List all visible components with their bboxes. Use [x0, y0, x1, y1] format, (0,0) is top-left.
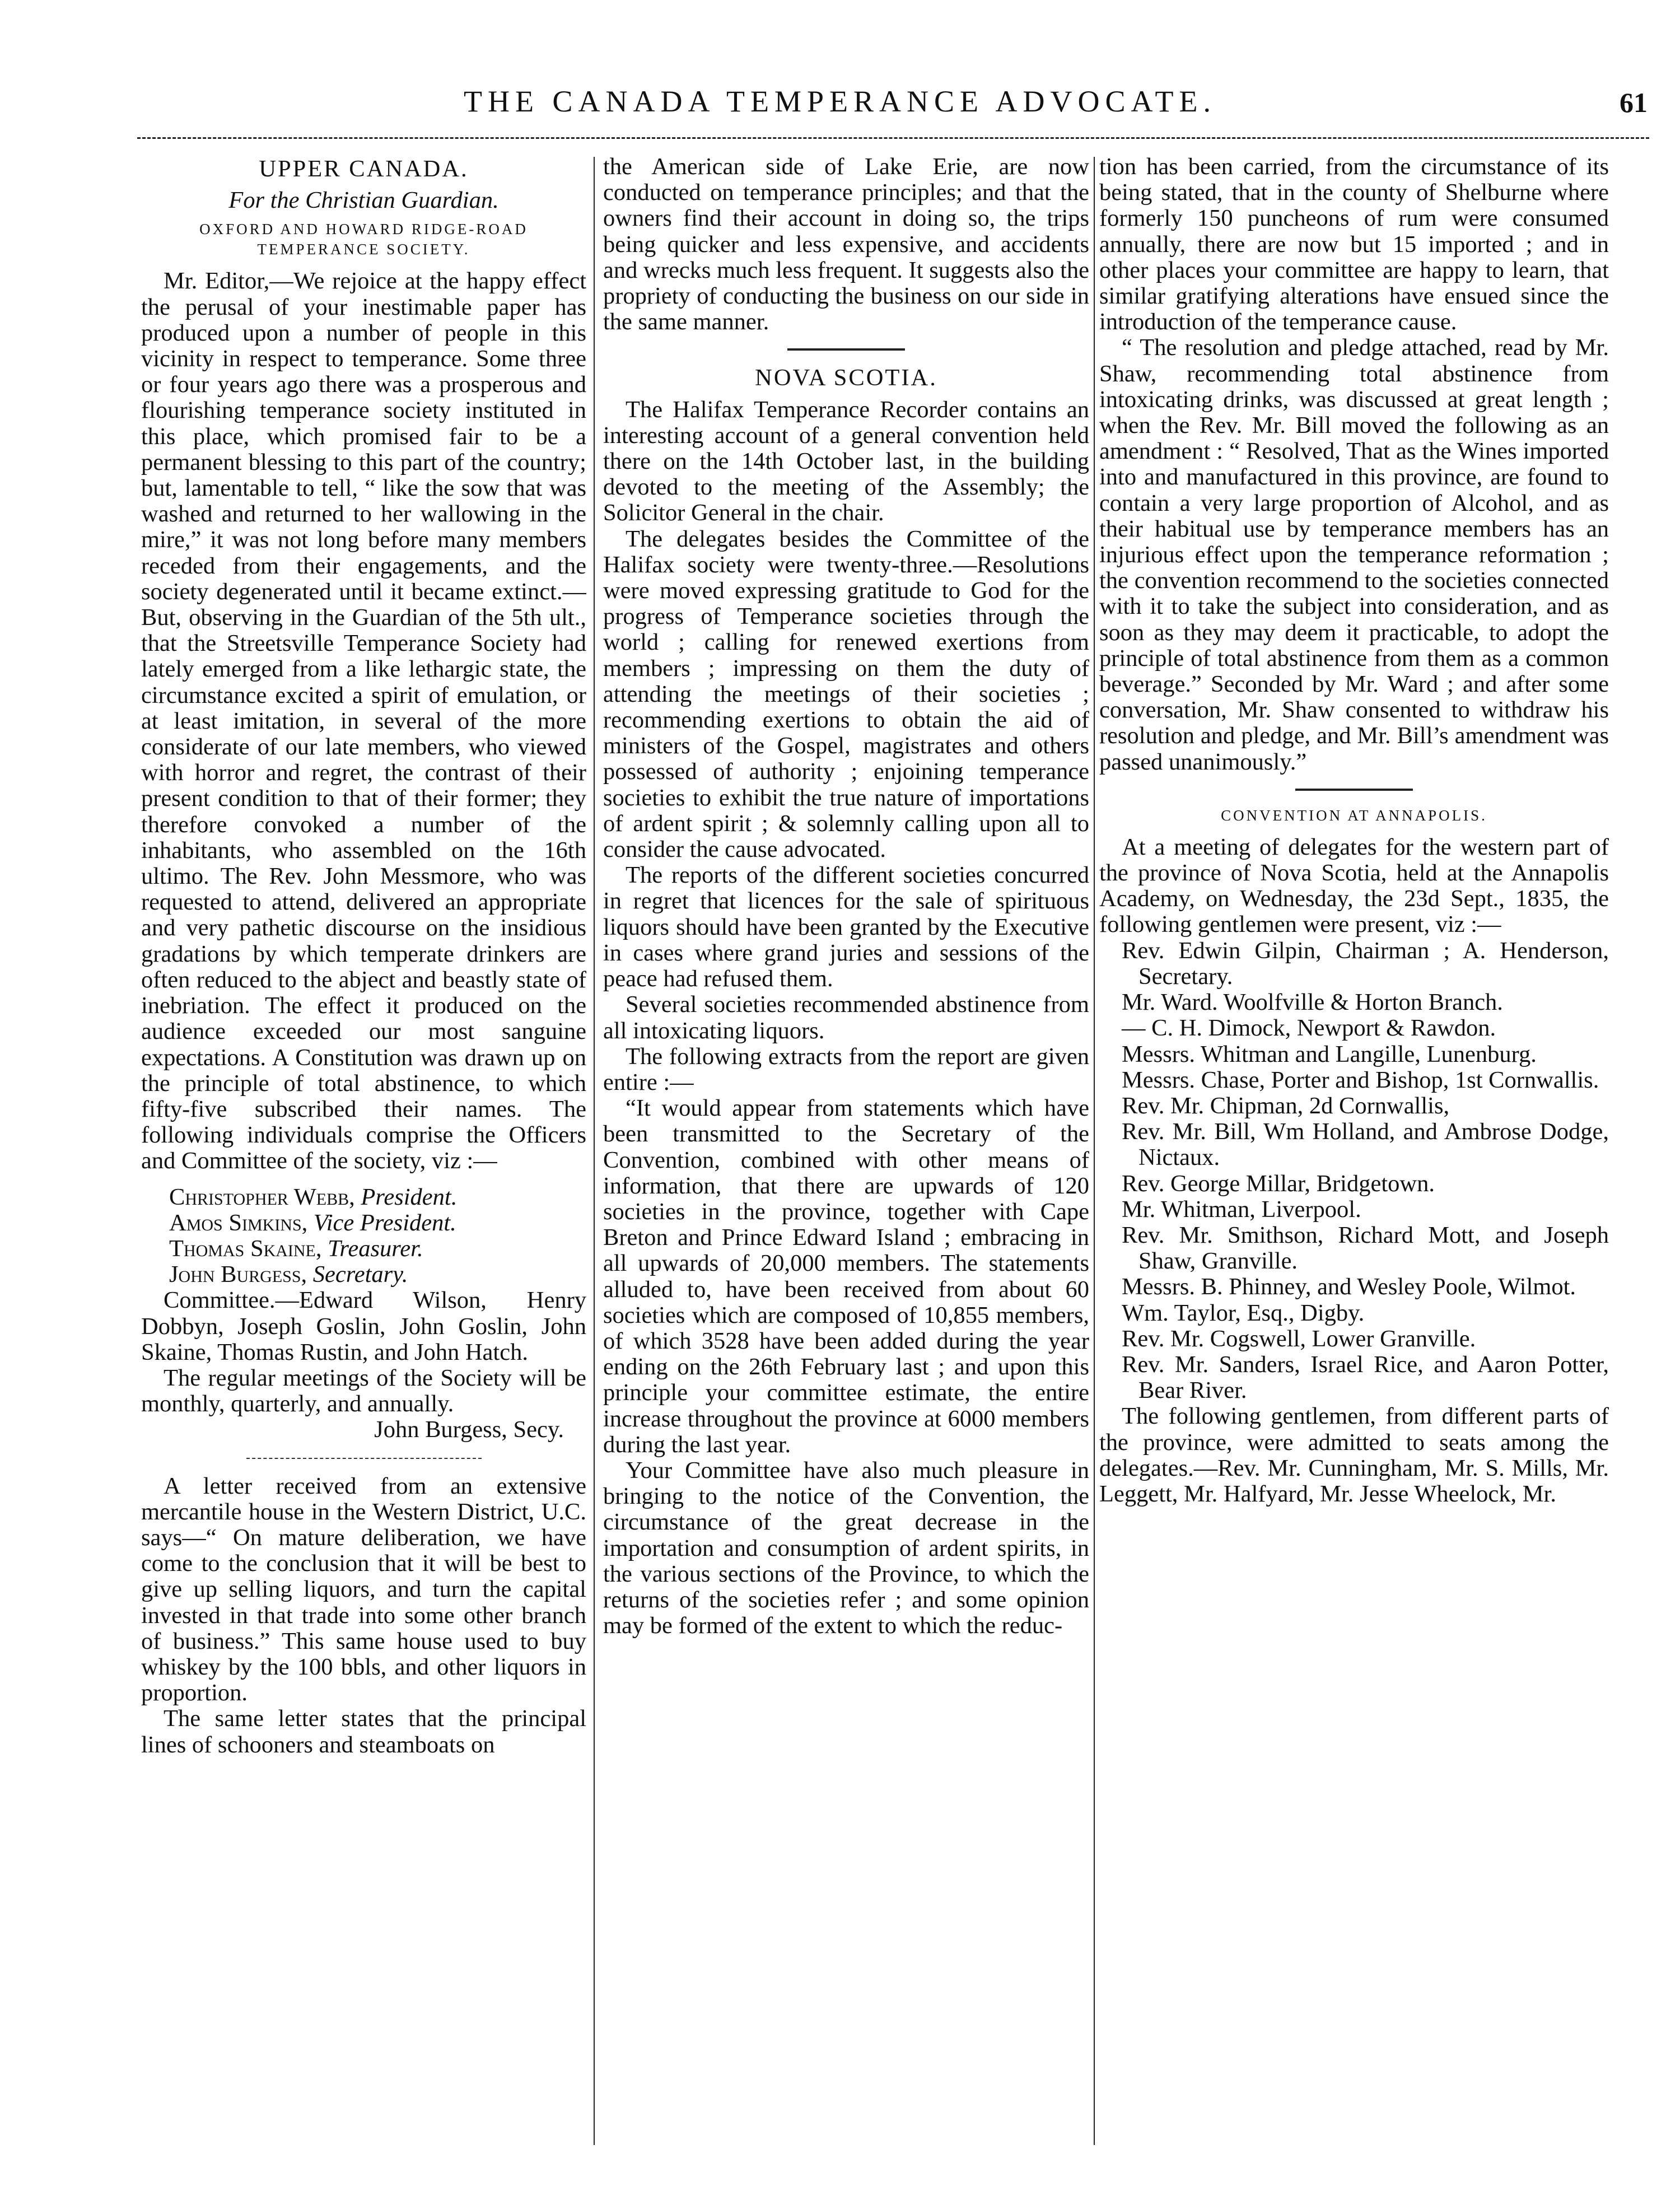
header-rule	[137, 137, 1649, 139]
page-header	[0, 84, 1680, 134]
section-heading-annapolis: CONVENTION AT ANNAPOLIS.	[1221, 806, 1487, 824]
delegate-entry: Messrs. Whitman and Langille, Lunenburg.	[1122, 1041, 1537, 1067]
column-divider-2	[1094, 157, 1095, 2145]
article-paragraph: Your Committee have also much pleasure in bringing to the notice of the Convention, the circumstance of the great decrease in the importation and consumption of ardent spirits, in the various sections of the Province, to which the returns of the societies refer ; and some opinion may be formed of the extent to which the reduc-	[603, 1457, 1089, 1639]
article-paragraph: The Halifax Temperance Recorder contains an interesting account of a general convention held there on the 14th October last, in the building devoted to the meeting of the Assembly; the Solicitor General in the chair.	[603, 396, 1089, 526]
delegate-entry: Rev. Mr. Cogswell, Lower Granville.	[1122, 1325, 1476, 1352]
officer-entry	[141, 1210, 586, 1236]
section-subheading: For the Christian Guardian.	[228, 187, 499, 214]
column-divider-1	[594, 157, 595, 2145]
column-1	[141, 154, 586, 2170]
article-paragraph: The same letter states that the principal lines of schooners and steamboats on	[141, 1705, 586, 1758]
article-paragraph: The following gentlemen, from different parts of the province, were admitted to seats among the delegates.—Rev. Mr. Cunningham, Mr. S. Mills, Mr. Leggett, Mr. Halfyard, Mr. Jesse Wheelock, Mr.	[1099, 1403, 1609, 1507]
officer-name: John Burgess,	[169, 1261, 307, 1288]
signature-line: John Burgess, Secy.	[374, 1416, 564, 1443]
newspaper-title: THE CANADA TEMPERANCE ADVOCATE.	[463, 85, 1217, 118]
officer-role: Vice President.	[313, 1209, 456, 1236]
officer-role: Secretary.	[312, 1261, 408, 1288]
article-paragraph: The reports of the different societies concurred in regret that licences for the sale of spirituous liquors should have been granted by the Executive in cases where grand juries and sessions of the peace had refused them.	[603, 862, 1089, 992]
delegate-entry: Rev. George Millar, Bridgetown.	[1122, 1170, 1435, 1197]
section-divider	[787, 348, 905, 351]
article-paragraph: The following extracts from the report are given entire :—	[603, 1043, 1089, 1095]
article-paragraph: The delegates besides the Committee of the Halifax society were twenty-three.—Resolutions were moved expressing gratitude to God for the progress of Temperance societies through the world ; calling for renewed exertions from members ; impressing on them the duty of attending the meetings of their societies ; recommending exertions to obtain the aid of ministers of the Gospel, magistrates and others possessed of authority ; enjoining temperance societies to exhibit the true nature of importations of ardent spirit ; & solemnly calling upon all to consider the cause advocated.	[603, 525, 1089, 863]
section-heading-nova-scotia: NOVA SCOTIA.	[755, 365, 937, 391]
article-paragraph: At a meeting of delegates for the western part of the province of Nova Scotia, held at the Annapolis Academy, on Wednesday, the 23d Sept., 1835, the following gentlemen were present, viz :—	[1099, 833, 1609, 938]
committee-paragraph: Committee.—Edward Wilson, Henry Dobbyn, Joseph Goslin, John Goslin, John Skaine, Thomas Rustin, and John Hatch.	[141, 1287, 586, 1365]
delegate-entry: Rev. Mr. Chipman, 2d Cornwallis,	[1122, 1092, 1450, 1119]
meetings-paragraph: The regular meetings of the Society will be monthly, quarterly, and annually.	[141, 1364, 586, 1417]
officer-role: President.	[361, 1183, 458, 1210]
continued-paragraph: the American side of Lake Erie, are now conducted on temperance principles; and that the owners find their account in doing so, the trips being quicker and less expensive, and accidents and wrecks much less frequent. It suggests also the propriety of conducting the business on our side in the same manner.	[603, 154, 1089, 335]
delegate-entry: Rev. Mr. Smithson, Richard Mott, and Joseph Shaw, Granville.	[1122, 1221, 1609, 1275]
delegate-entry: — C. H. Dimock, Newport & Rawdon.	[1122, 1015, 1496, 1042]
delegate-entry: Messrs. B. Phinney, and Wesley Poole, Wilmot.	[1122, 1274, 1576, 1300]
article-paragraph: “It would appear from statements which have been transmitted to the Secretary of the Convention, combined with other means of information, that there are upwards of 120 societies in the province, together with Cape Breton and Prince Edward Island ; embracing in all upwards of 20,000 members. The statements alluded to, have been received from about 60 societies which are composed of 10,855 members, of which 3528 have been added during the year ending on the 26th February last ; and upon this principle your committee estimate, the entire increase throughout the province at 6000 members during the last year.	[603, 1095, 1089, 1458]
society-title: OXFORD AND HOWARD RIDGE-ROAD TEMPERANCE SOCIETY.	[199, 221, 528, 258]
officer-name: Amos Simkins,	[169, 1209, 308, 1236]
section-heading-upper-canada: UPPER CANADA.	[259, 156, 469, 182]
officer-name: Thomas Skaine,	[169, 1235, 322, 1262]
section-divider	[246, 1458, 482, 1459]
delegate-entry: Rev. Mr. Sanders, Israel Rice, and Aaron Potter, Bear River.	[1122, 1351, 1609, 1404]
delegate-entry: Wm. Taylor, Esq., Digby.	[1122, 1299, 1365, 1326]
delegate-entry: Rev. Mr. Bill, Wm Holland, and Ambrose Dodge, Nictaux.	[1122, 1118, 1609, 1171]
page-number: 61	[1620, 87, 1648, 118]
article-paragraph: “ The resolution and pledge attached, read by Mr. Shaw, recommending total abstinence from intoxicating drinks, was discussed at great length ; when the Rev. Mr. Bill moved the following as an amendment : “ Resolved, That as the Wines imported into and manufactured in this province, are found to contain a very large proportion of Alcohol, and as their habitual use by temperance members has an injurious effect upon the temperance reformation ; the convention recommend to the societies connected with it to take the subject into consideration, and as soon as they may deem it practicable, to adopt the principle of total abstinence from them as a common beverage.” Seconded by Mr. Ward ; and after some conversation, Mr. Shaw consented to withdraw his resolution and pledge, and Mr. Bill’s amendment was passed unanimously.”	[1099, 334, 1609, 775]
delegate-entry: Mr. Whitman, Liverpool.	[1122, 1196, 1361, 1223]
article-paragraph: Several societies recommended abstinence from all intoxicating liquors.	[603, 991, 1089, 1044]
delegate-entry: Rev. Edwin Gilpin, Chairman ; A. Henderson, Secretary.	[1122, 937, 1609, 990]
officer-entry	[141, 1185, 586, 1210]
article-paragraph: Mr. Editor,—We rejoice at the happy effect the perusal of your inestimable paper has produced upon a number of people in this vicinity in respect to temperance. Some three or four years ago there was a prosperous and flourishing temperance society instituted in this place, which promised fair to be a permanent blessing to this part of the country; but, lamentable to tell, “ like the sow that was washed and returned to her wallowing in the mire,” it was not long before many members receded from their engagements, and the society degenerated until it became extinct.—But, observing in the Guardian of the 5th ult., that the Streetsville Temperance Society had lately emerged from a like lethargic state, the circumstance excited a spirit of emulation, or at least imitation, in several of the more considerate of our late members, who viewed with horror and regret, the contrast of their present condition to that of their former; they therefore convoked a number of the inhabitants, who assembled on the 16th ultimo. The Rev. John Messmore, who was requested to attend, delivered an appropriate and very pathetic discourse on the insidious gradations by which temperate drinkers are often reduced to the abject and beastly state of inebriation. The effect it produced on the audience exceeded our most sanguine expectations. A Constitution was drawn up on the principle of total abstinence, to which fifty-five subscribed their names. The following individuals comprise the Officers and Committee of the society, viz :—	[141, 268, 586, 1174]
officer-entry	[141, 1236, 586, 1262]
section-divider	[1295, 789, 1413, 791]
officer-role: Treasurer.	[328, 1235, 423, 1262]
officer-entry	[141, 1262, 586, 1288]
article-paragraph: A letter received from an extensive mercantile house in the Western District, U.C. says—“ On mature deliberation, we have come to the conclusion that it will be best to give up selling liquors, and turn the capital invested in that trade into some other branch of business.” This same house used to buy whiskey by the 100 bbls, and other liquors in proportion.	[141, 1472, 586, 1706]
column-3	[1099, 154, 1609, 2170]
column-2	[603, 154, 1089, 2170]
delegate-entry: Messrs. Chase, Porter and Bishop, 1st Cornwallis.	[1122, 1066, 1599, 1093]
delegate-entry: Mr. Ward. Woolfville & Horton Branch.	[1122, 989, 1503, 1016]
continued-paragraph: tion has been carried, from the circumstance of its being stated, that in the county of Shelburne where formerly 150 puncheons of rum were consumed annually, there are now but 15 imported ; and in other places your committee are happy to learn, that similar gratifying alterations have ensued since the introduction of the temperance cause.	[1099, 154, 1609, 335]
officer-name: Christopher Webb,	[169, 1183, 355, 1210]
